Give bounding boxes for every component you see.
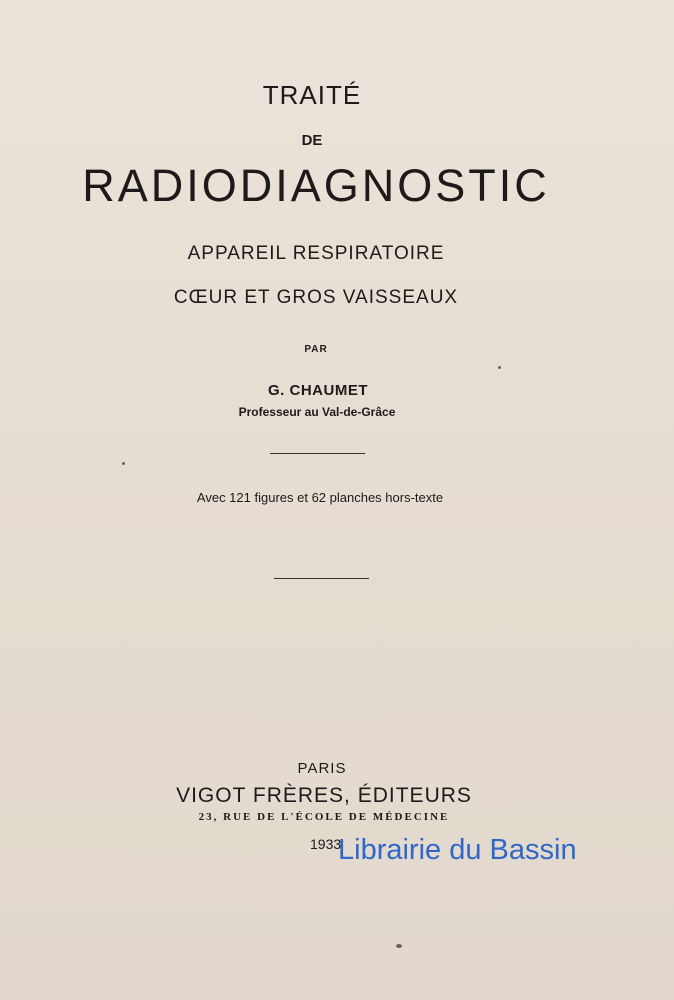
title-de: DE (301, 132, 323, 149)
divider-rule (274, 578, 369, 579)
publisher-address: 23, RUE DE L'ÉCOLE DE MÉDECINE (198, 811, 450, 823)
publisher-city: PARIS (297, 760, 347, 777)
paper-speck (498, 366, 501, 369)
subtitle-respiratory: APPAREIL RESPIRATOIRE (187, 243, 445, 264)
main-title: RADIODIAGNOSTIC (82, 160, 550, 211)
by-label: PAR (304, 344, 328, 355)
figures-note: Avec 121 figures et 62 planches hors-texte (196, 490, 444, 505)
author-name: G. CHAUMET (268, 382, 368, 399)
paper-speck (122, 462, 125, 465)
publication-year: 1933 (310, 836, 342, 852)
paper-speck (396, 944, 402, 948)
subtitle-heart-vessels: CŒUR ET GROS VAISSEAUX (173, 287, 459, 308)
divider-rule (270, 453, 365, 454)
watermark-text: Librairie du Bassin (338, 834, 577, 866)
publisher-name: VIGOT FRÈRES, ÉDITEURS (176, 784, 472, 807)
title-traite: TRAITÉ (262, 80, 362, 110)
author-role: Professeur au Val-de-Grâce (238, 405, 396, 419)
